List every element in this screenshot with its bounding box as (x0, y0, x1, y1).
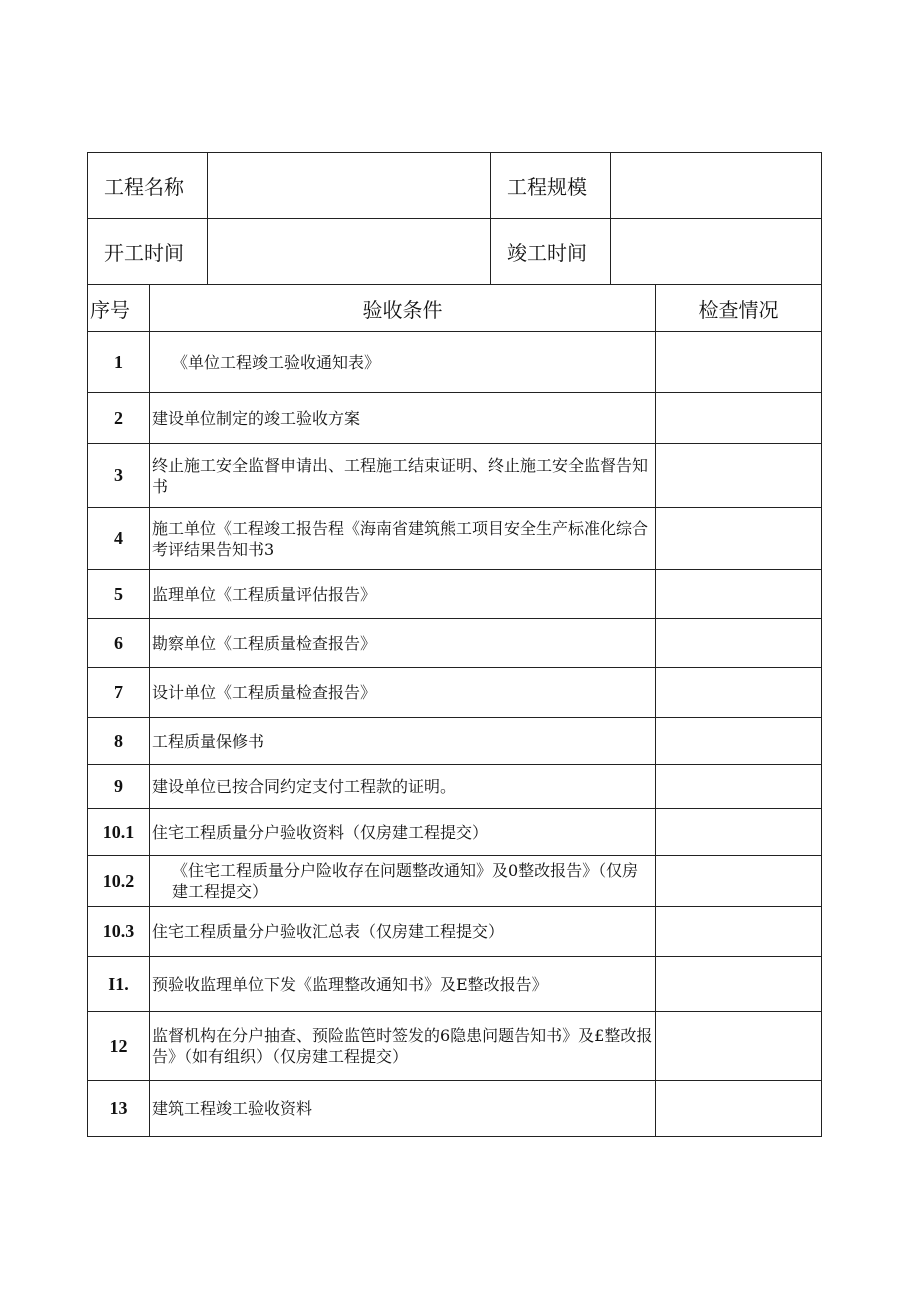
start-time-field[interactable] (208, 219, 491, 285)
condition-text: 住宅工程质量分户验收资料（仅房建工程提交） (150, 809, 656, 856)
row-number: 12 (88, 1012, 150, 1081)
row-number: 7 (88, 668, 150, 718)
project-scale-field[interactable] (611, 153, 822, 219)
table-row (88, 508, 822, 570)
check-status-cell[interactable] (656, 570, 822, 619)
row-number: I1. (88, 957, 150, 1012)
table-row (88, 856, 822, 907)
table-row (88, 809, 822, 856)
check-status-cell[interactable] (656, 957, 822, 1012)
condition-text: 建设单位已按合同约定支付工程款的证明。 (150, 765, 656, 809)
condition-text: 住宅工程质量分户验收汇总表（仅房建工程提交） (150, 907, 656, 957)
row-number: 13 (88, 1081, 150, 1137)
table-row (88, 765, 822, 809)
check-status-cell[interactable] (656, 668, 822, 718)
row-number: 9 (88, 765, 150, 809)
table-row (88, 332, 822, 393)
check-status-cell[interactable] (656, 856, 822, 907)
condition-text: 《住宅工程质量分户险收存在问题整改通知》及0整改报告》（仅房建工程提交） (150, 856, 656, 907)
header-table (87, 152, 822, 285)
conditions-table (87, 284, 822, 1137)
start-time-label: 开工时间 (88, 219, 208, 285)
check-status-cell[interactable] (656, 508, 822, 570)
condition-text: 施工单位《工程竣工报告程《海南省建筑熊工项目安全生产标准化综合考评结果告知书3 (150, 508, 656, 570)
row-number: 1 (88, 332, 150, 393)
row-number: 6 (88, 619, 150, 668)
check-status-cell[interactable] (656, 765, 822, 809)
project-name-label: 工程名称 (88, 153, 208, 219)
row-number: 10.2 (88, 856, 150, 907)
row-number: 3 (88, 444, 150, 508)
table-row (88, 570, 822, 619)
check-status-cell[interactable] (656, 907, 822, 957)
check-status-cell[interactable] (656, 1081, 822, 1137)
col-seq-header: 序号 (88, 285, 150, 332)
condition-text: 勘察单位《工程质量检查报告》 (150, 619, 656, 668)
row-number: 2 (88, 393, 150, 444)
condition-text: 建筑工程竣工验收资料 (150, 1081, 656, 1137)
project-name-field[interactable] (208, 153, 491, 219)
header-row-2 (88, 219, 822, 285)
condition-text: 监督机构在分户抽查、预险监笆时签发的6隐患问题告知书》及£整改报告》（如有组织）（仅房建工程提交） (150, 1012, 656, 1081)
check-status-cell[interactable] (656, 619, 822, 668)
header-row-1 (88, 153, 822, 219)
check-status-cell[interactable] (656, 1012, 822, 1081)
row-number: 10.3 (88, 907, 150, 957)
check-status-cell[interactable] (656, 718, 822, 765)
condition-text: 预验收监理单位下发《监理整改通知书》及E整改报告》 (150, 957, 656, 1012)
row-number: 5 (88, 570, 150, 619)
table-row (88, 907, 822, 957)
condition-text: 监理单位《工程质量评估报告》 (150, 570, 656, 619)
row-number: 10.1 (88, 809, 150, 856)
table-row (88, 619, 822, 668)
column-header-row (88, 285, 822, 332)
condition-text: 终止施工安全监督申请出、工程施工结束证明、终止施工安全监督告知书 (150, 444, 656, 508)
row-number: 4 (88, 508, 150, 570)
table-row (88, 957, 822, 1012)
table-row (88, 718, 822, 765)
check-status-cell[interactable] (656, 809, 822, 856)
table-row (88, 1012, 822, 1081)
table-row (88, 444, 822, 508)
project-scale-label: 工程规模 (491, 153, 611, 219)
row-number: 8 (88, 718, 150, 765)
col-condition-header: 验收条件 (150, 285, 656, 332)
check-status-cell[interactable] (656, 332, 822, 393)
condition-text: 工程质量保修书 (150, 718, 656, 765)
condition-text: 设计单位《工程质量检查报告》 (150, 668, 656, 718)
condition-text: 建设单位制定的竣工验收方案 (150, 393, 656, 444)
table-row (88, 1081, 822, 1137)
table-row (88, 668, 822, 718)
acceptance-form (87, 152, 821, 1137)
check-status-cell[interactable] (656, 393, 822, 444)
completion-time-field[interactable] (611, 219, 822, 285)
table-row (88, 393, 822, 444)
completion-time-label: 竣工时间 (491, 219, 611, 285)
col-check-header: 检查情况 (656, 285, 822, 332)
condition-text: 《单位工程竣工验收通知表》 (150, 332, 656, 393)
check-status-cell[interactable] (656, 444, 822, 508)
